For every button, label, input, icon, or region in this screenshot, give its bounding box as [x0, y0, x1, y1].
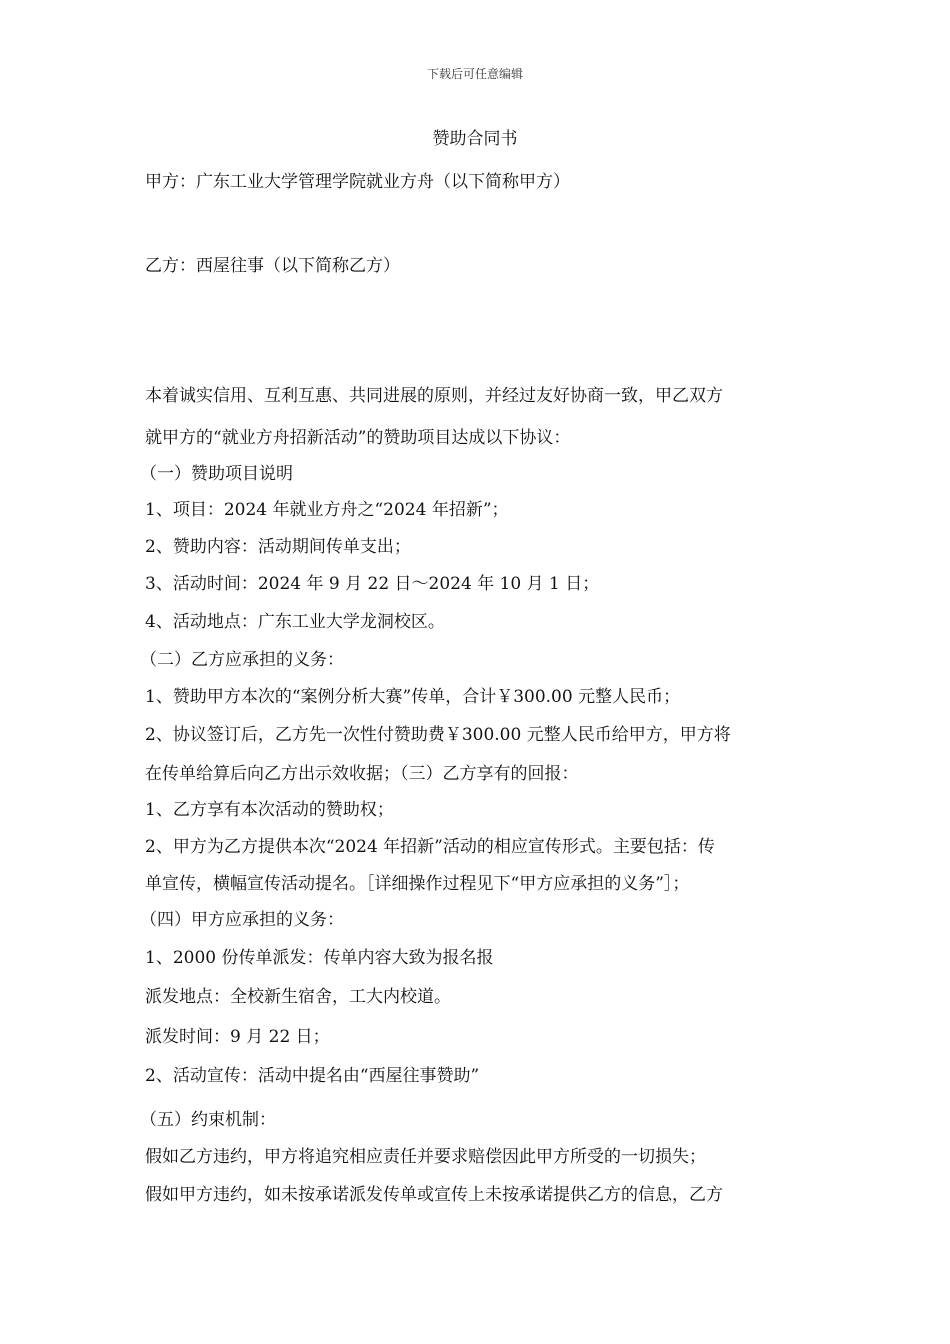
clause-line: 假如甲方违约，如未按承诺派发传单或宣传上未按承诺提供乙方的信息，乙方 [145, 1185, 723, 1205]
intro-line-2: 就甲方的“就业方舟招新活动”的赞助项目达成以下协议： [145, 428, 571, 448]
party-a-line: 甲方：广东工业大学管理学院就业方舟（以下简称甲方） [145, 172, 570, 192]
section-heading-5: （五）约束机制： [140, 1110, 276, 1130]
clause-line: 单宣传，横幅宣传活动提名。［详细操作过程见下“甲方应承担的义务”］； [145, 874, 690, 894]
header-note: 下载后可任意编辑 [426, 67, 523, 81]
clause-line: 派发时间：9 月 22 日； [145, 1027, 330, 1047]
clause-line: 4、活动地点：广东工业大学龙洞校区。 [145, 612, 445, 632]
party-b-line: 乙方：西屋往事（以下简称乙方） [145, 256, 400, 276]
clause-line: 1、2000 份传单派发：传单内容大致为报名报 [145, 948, 494, 968]
clause-line: 1、项目：2024 年就业方舟之“2024 年招新”； [145, 500, 509, 520]
clause-line: 派发地点：全校新生宿舍，工大内校道。 [145, 987, 451, 1007]
clause-line: 假如乙方违约，甲方将追究相应责任并要求赔偿因此甲方所受的一切损失； [145, 1147, 706, 1167]
document-title: 赞助合同书 [432, 129, 518, 149]
clause-line: 2、赞助内容：活动期间传单支出； [145, 537, 411, 557]
section-heading-1: （一）赞助项目说明 [140, 464, 293, 484]
clause-line: 2、活动宣传：活动中提名由“西屋往事赞助” [145, 1066, 480, 1086]
section-heading-2: （二）乙方应承担的义务： [140, 650, 344, 670]
clause-line: 2、甲方为乙方提供本次“2024 年招新”活动的相应宣传形式。主要包括：传 [145, 837, 715, 857]
clause-line: 1、赞助甲方本次的“案例分析大赛”传单，合计￥300.00 元整人民币； [145, 687, 681, 707]
intro-line-1: 本着诚实信用、互利互惠、共同进展的原则，并经过友好协商一致，甲乙双方 [145, 386, 723, 406]
clause-line: 1、乙方享有本次活动的赞助权； [145, 800, 394, 820]
clause-line: 在传单给算后向乙方出示效收据；（三）乙方享有的回报： [145, 764, 579, 784]
section-heading-4: （四）甲方应承担的义务： [140, 910, 344, 930]
clause-line: 3、活动时间：2024 年 9 月 22 日～2024 年 10 月 1 日； [145, 574, 600, 594]
clause-line: 2、协议签订后，乙方先一次性付赞助费￥300.00 元整人民币给甲方，甲方将 [145, 725, 731, 745]
